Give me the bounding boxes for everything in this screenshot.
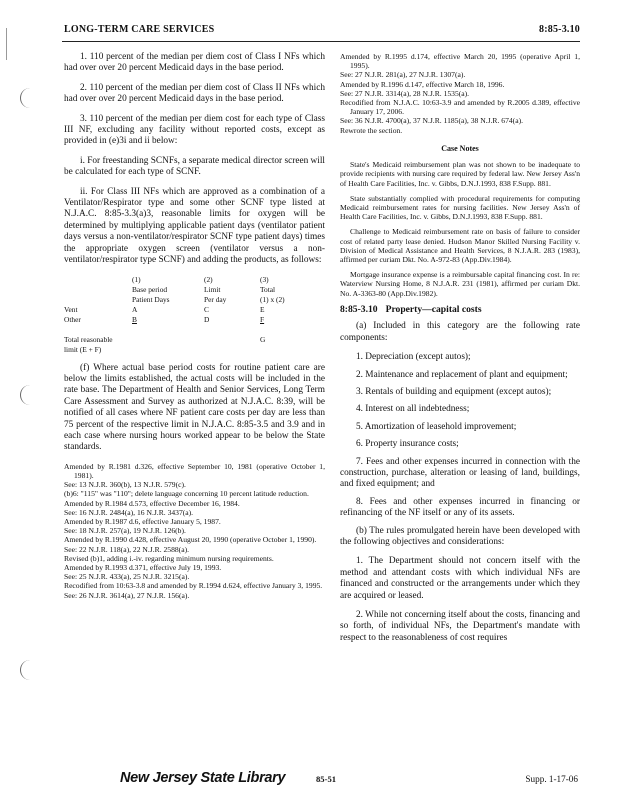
table-row [64, 335, 325, 345]
binder-hole-mark [20, 385, 51, 405]
history-line: See: 27 N.J.R. 281(a), 27 N.J.R. 1307(a). [340, 70, 466, 80]
history-line: See: 26 N.J.R. 3614(a), 27 N.J.R. 156(a). [64, 590, 190, 600]
table-row [64, 305, 325, 315]
table-cell: (2) [204, 274, 213, 284]
history-notes [340, 52, 580, 135]
paragraph: (f) Where actual base period costs for routine patient care are below the limits established, the actual costs will be included in the rate base. The Department of Health and Senior Services, Long Term Care Assessment and Survey as authorized at N.J.A.C. 8:39, will be notified of all cases where NF patient care costs per day are less than 75 percent of the respective limit in N.J.A.C. 8:85-3.5 and 3.9 and in each case where nursing hours worked appear to be below the State standards. [64, 362, 325, 453]
history-line: Rewrote the section. [340, 125, 403, 135]
history-line: See: 27 N.J.R. 3314(a), 28 N.J.R. 1535(a). [340, 88, 470, 98]
table-cell: D [204, 314, 210, 324]
table-row [64, 315, 325, 325]
history-line: Amended by R.1993 d.371, effective July 19, 1993. [64, 562, 222, 572]
running-header [64, 24, 580, 40]
case-note: State's Medicaid reimbursement plan was not shown to be inadequate to provide recipients with nursing care required by federal law. New Jersey Ass'n of Health Care Facilities, Inc. v. Gibbs, D.N.J.1993, 838 F.Supp. 881. [340, 160, 580, 188]
supplement-date: Supp. 1-17-06 [525, 774, 578, 784]
history-line: See: 25 N.J.R. 433(a), 25 N.J.R. 3215(a). [64, 572, 190, 582]
table-cell: Limit [204, 284, 221, 294]
list-item: 3. Rentals of building and equipment (except autos); [356, 386, 552, 397]
paragraph: i. For freestanding SCNFs, a separate medical director screen will be calculated for each type of SCNF. [64, 155, 326, 178]
history-line: See: 16 N.J.R. 2484(a), 16 N.J.R. 3437(a). [64, 507, 194, 517]
oxygen-limit-table [64, 275, 325, 355]
history-line: Amended by R.1995 d.174, effective March 20, 1995 (operative April 1, 1995). [340, 52, 580, 71]
paragraph: ii. For Class III NFs which are approved as a combination of a Ventilator/Respirator type and some other SCNF type listed at N.J.A.C. 8:85-3.3(a)3, reasonable limits for oxygen will be determined by multiplying applicable patient days (ventilator patient days versus a non-ventilator/respirator SCNF type patient days) times the appropriate oxygen screen (ventilator versus a non-ventilator/respirator type SCNF) and adding the products, as follows: [64, 186, 325, 266]
case-note: Mortgage insurance expense is a reimbursable capital financing cost. In re: Waterview Nursing Home, 8 N.J.A.R. 231 (1981), affirmed per curiam Dkt. No. A-3363-80 (App.Div.1982). [340, 270, 580, 298]
history-line: Amended by R.1987 d.6, effective January 5, 1987. [64, 516, 221, 526]
table-cell: Per day [204, 294, 227, 304]
history-line: See: 22 N.J.R. 118(a), 22 N.J.R. 2588(a). [64, 544, 190, 554]
paragraph: 1. 110 percent of the median per diem cost of Class I NFs which had over over 20 percent Medicaid days in the base period. [64, 52, 325, 74]
paragraph: 2. 110 percent of the median per diem cost of Class II NFs which had over over 20 percent Medicaid days in the base period. [64, 82, 325, 105]
paragraph: (a) Included in this category are the following rate components: [340, 321, 580, 343]
binder-hole-mark [20, 660, 51, 680]
table-row [64, 275, 325, 285]
table-cell: C [204, 304, 209, 314]
section-number: 8:85-3.10 [340, 303, 378, 315]
page-number: 85-51 [316, 774, 337, 784]
table-cell: E [260, 304, 265, 314]
table-cell: (1) x (2) [260, 294, 285, 304]
library-stamp: New Jersey State Library [120, 770, 286, 786]
list-item: 4. Interest on all indebtedness; [356, 404, 470, 415]
case-notes [340, 160, 580, 298]
list-item: 5. Amortization of leasehold improvement; [356, 421, 517, 432]
table-cell: (3) [260, 274, 269, 284]
history-line: See: 18 N.J.R. 257(a), 19 N.J.R. 126(b). [64, 526, 186, 536]
list-item: 6. Property insurance costs; [356, 439, 459, 450]
history-line: Revised (b)1, adding i.-iv. regarding minimum nursing requirements. [64, 553, 274, 563]
list-item: 7. Fees and other expenses incurred in connection with the construction, purchase, alteration or leasing of land, buildings, and fixed equipment; and [340, 456, 580, 490]
case-note: State substantially complied with procedural requirements for computing Medicaid reimbursement rates for nursing facilities. New Jersey Ass'n of Health Care Facilities, Inc. v. Gibbs, D.N.J.1993, 838 F.Supp. 881. [340, 193, 580, 222]
history-line: Recodified from N.J.A.C. 10:63-3.9 and amended by R.2005 d.389, effective January 17, 2006. [340, 98, 580, 117]
table-cell: A [132, 304, 138, 314]
history-line: Recodified from 10:63-3.8 and amended by R.1994 d.624, effective January 3, 1995. [64, 581, 323, 591]
paragraph: 3. 110 percent of the median per diem cost for each type of Class III NF, excluding any facility without reported costs, except as provided in (e)3i and ii below: [64, 113, 325, 147]
margin-line [6, 28, 7, 60]
rate-components-list [340, 352, 580, 519]
right-column [340, 52, 580, 652]
table-cell: Total [260, 284, 276, 294]
paragraph: 2. While not concerning itself about the costs, financing and so forth, of individual NFs, the Department's mandate with respect to the reasonableness of cost requires [340, 610, 580, 643]
table-cell: (1) [132, 274, 141, 284]
list-item: 2. Maintenance and replacement of plant and equipment; [356, 369, 568, 380]
list-item: 8. Fees and other expenses incurred in financing or refinancing of the NF itself or any of its assets. [340, 496, 580, 519]
table-row [64, 345, 325, 355]
history-line: Amended by R.1996 d.147, effective March 18, 1996. [340, 79, 505, 89]
binder-hole-mark [20, 88, 51, 108]
section-heading [340, 304, 580, 315]
table-cell: B [132, 314, 137, 324]
case-notes-heading: Case Notes [441, 143, 479, 153]
history-line: Amended by R.1984 d.573, effective December 16, 1984. [64, 498, 240, 508]
paragraph: (b) The rules promulgated herein have been developed with the following objectives and considerations: [340, 525, 580, 547]
history-line: See: 36 N.J.R. 4700(a), 37 N.J.R. 1185(a), 38 N.J.R. 674(a). [340, 116, 524, 126]
table-cell: G [260, 334, 266, 344]
table-cell: Other [64, 314, 81, 324]
header-rule [62, 41, 580, 42]
table-cell: limit (E + F) [64, 344, 102, 354]
paragraph: 1. The Department should not concern itself with the method and attendant costs with which individual NFs are financed and constructed or the arrangements under which they are acquired or leased. [340, 556, 580, 601]
table-row [64, 295, 325, 305]
table-cell: Total reasonable [64, 334, 113, 344]
table-row [64, 285, 325, 295]
header-section: 8:85-3.10 [539, 24, 580, 35]
table-cell: Base period [132, 284, 168, 294]
header-title: LONG-TERM CARE SERVICES [64, 24, 215, 35]
table-cell: F [260, 314, 265, 324]
history-line: (b)6: "115" was "110"; delete language concerning 10 percent latitude reduction. [64, 489, 309, 499]
section-title: Property—capital costs [385, 303, 482, 315]
page-footer [80, 770, 578, 792]
left-column [64, 52, 325, 600]
case-note: Challenge to Medicaid reimbursement rate on basis of failure to consider cost of related party lease denied. Hudson Manor Skilled Nursing Facility v. Division of Medical Assistance and Health Services, 8 N.J.A.R. 283 (1983), affirmed per curiam Dkt. No. A-972-83 (App.Div.1984). [340, 227, 580, 265]
table-cell: Vent [64, 304, 78, 314]
table-cell: Patient Days [132, 294, 170, 304]
history-line: Amended by R.1990 d.428, effective August 20, 1990 (operative October 1, 1990). [64, 535, 317, 545]
history-notes [64, 462, 325, 600]
list-item: 1. Depreciation (except autos); [356, 352, 471, 363]
history-line: Amended by R.1981 d.326, effective September 10, 1981 (operative October 1, 1981). [64, 461, 325, 480]
history-line: See: 13 N.J.R. 360(b), 13 N.J.R. 579(c). [64, 480, 186, 490]
